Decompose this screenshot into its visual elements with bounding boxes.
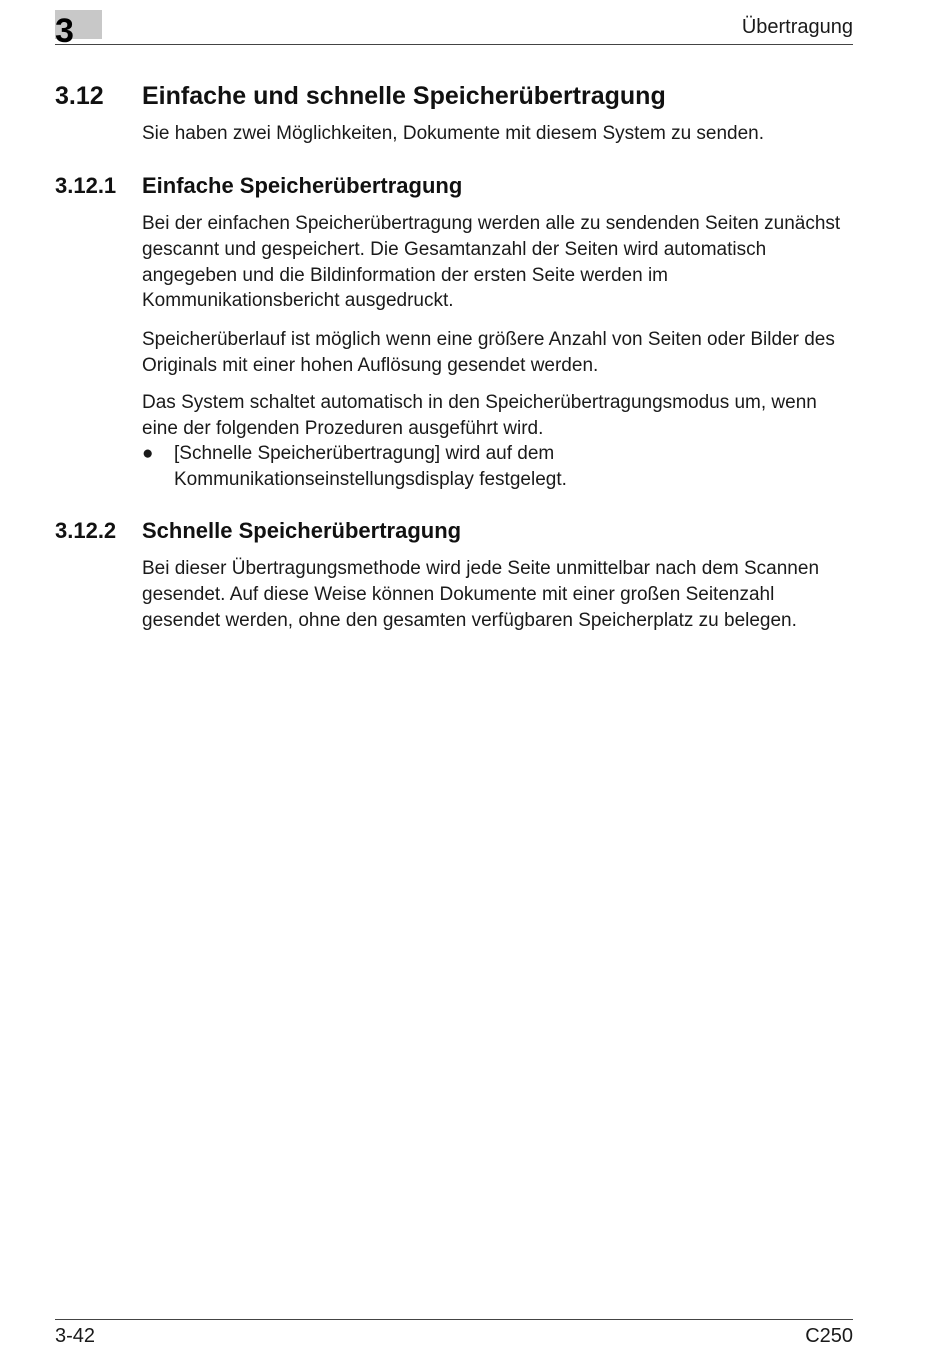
subsection-title-1: Einfache Speicherübertragung — [142, 173, 463, 198]
subsection-number-1: 3.12.1 — [55, 173, 117, 198]
paragraph: Das System schaltet automatisch in den Speicherübertragungsmodus um, wenn eine der folgenden Prozeduren ausgeführt wird. — [142, 392, 817, 439]
paragraph: Bei dieser Übertragungsmethode wird jede Seite unmittelbar nach dem Scannen gesendet. Auf diese Weise können Dokumente mit einer großen Seitenzahl gesendet werden, ohne den gesamten verfügbaren Speicherplatz zu belegen. — [142, 558, 820, 631]
bullet-text: [Schnelle Speicherübertragung] wird auf dem Kommunikationseinstellungsdisplay festgelegt. — [174, 443, 567, 490]
paragraph: Speicherüberlauf ist möglich wenn eine größere Anzahl von Seiten oder Bilder des Originals mit einer hohen Auflösung gesendet werden. — [142, 329, 835, 376]
running-title: Übertragung — [741, 16, 853, 38]
section-title: Einfache und schnelle Speicherübertragung — [142, 82, 666, 110]
footer-divider — [55, 1319, 853, 1320]
header-divider — [55, 44, 853, 45]
subsection-title-2: Schnelle Speicherübertragung — [142, 518, 462, 543]
bullet-item — [142, 441, 854, 493]
bullet-icon: ● — [142, 443, 154, 464]
section-heading — [55, 80, 855, 112]
subsection-heading-2 — [55, 517, 855, 545]
chapter-number: 3 — [55, 12, 74, 50]
section-number: 3.12 — [55, 82, 104, 110]
subsection-number-2: 3.12.2 — [55, 518, 117, 543]
paragraph: Bei der einfachen Speicherübertragung werden alle zu sendenden Seiten zunächst gescannt und gespeichert. Die Gesamtanzahl der Seiten wird automatisch angegeben und die Bildinformation der ersten Seite werden im Kommunikationsbericht ausgedruckt. — [142, 213, 841, 312]
section-intro: Sie haben zwei Möglichkeiten, Dokumente mit diesem System zu senden. — [142, 123, 765, 144]
subsection-heading-1 — [55, 172, 855, 200]
page-number: 3-42 — [55, 1325, 96, 1347]
model-name: C250 — [805, 1325, 853, 1347]
